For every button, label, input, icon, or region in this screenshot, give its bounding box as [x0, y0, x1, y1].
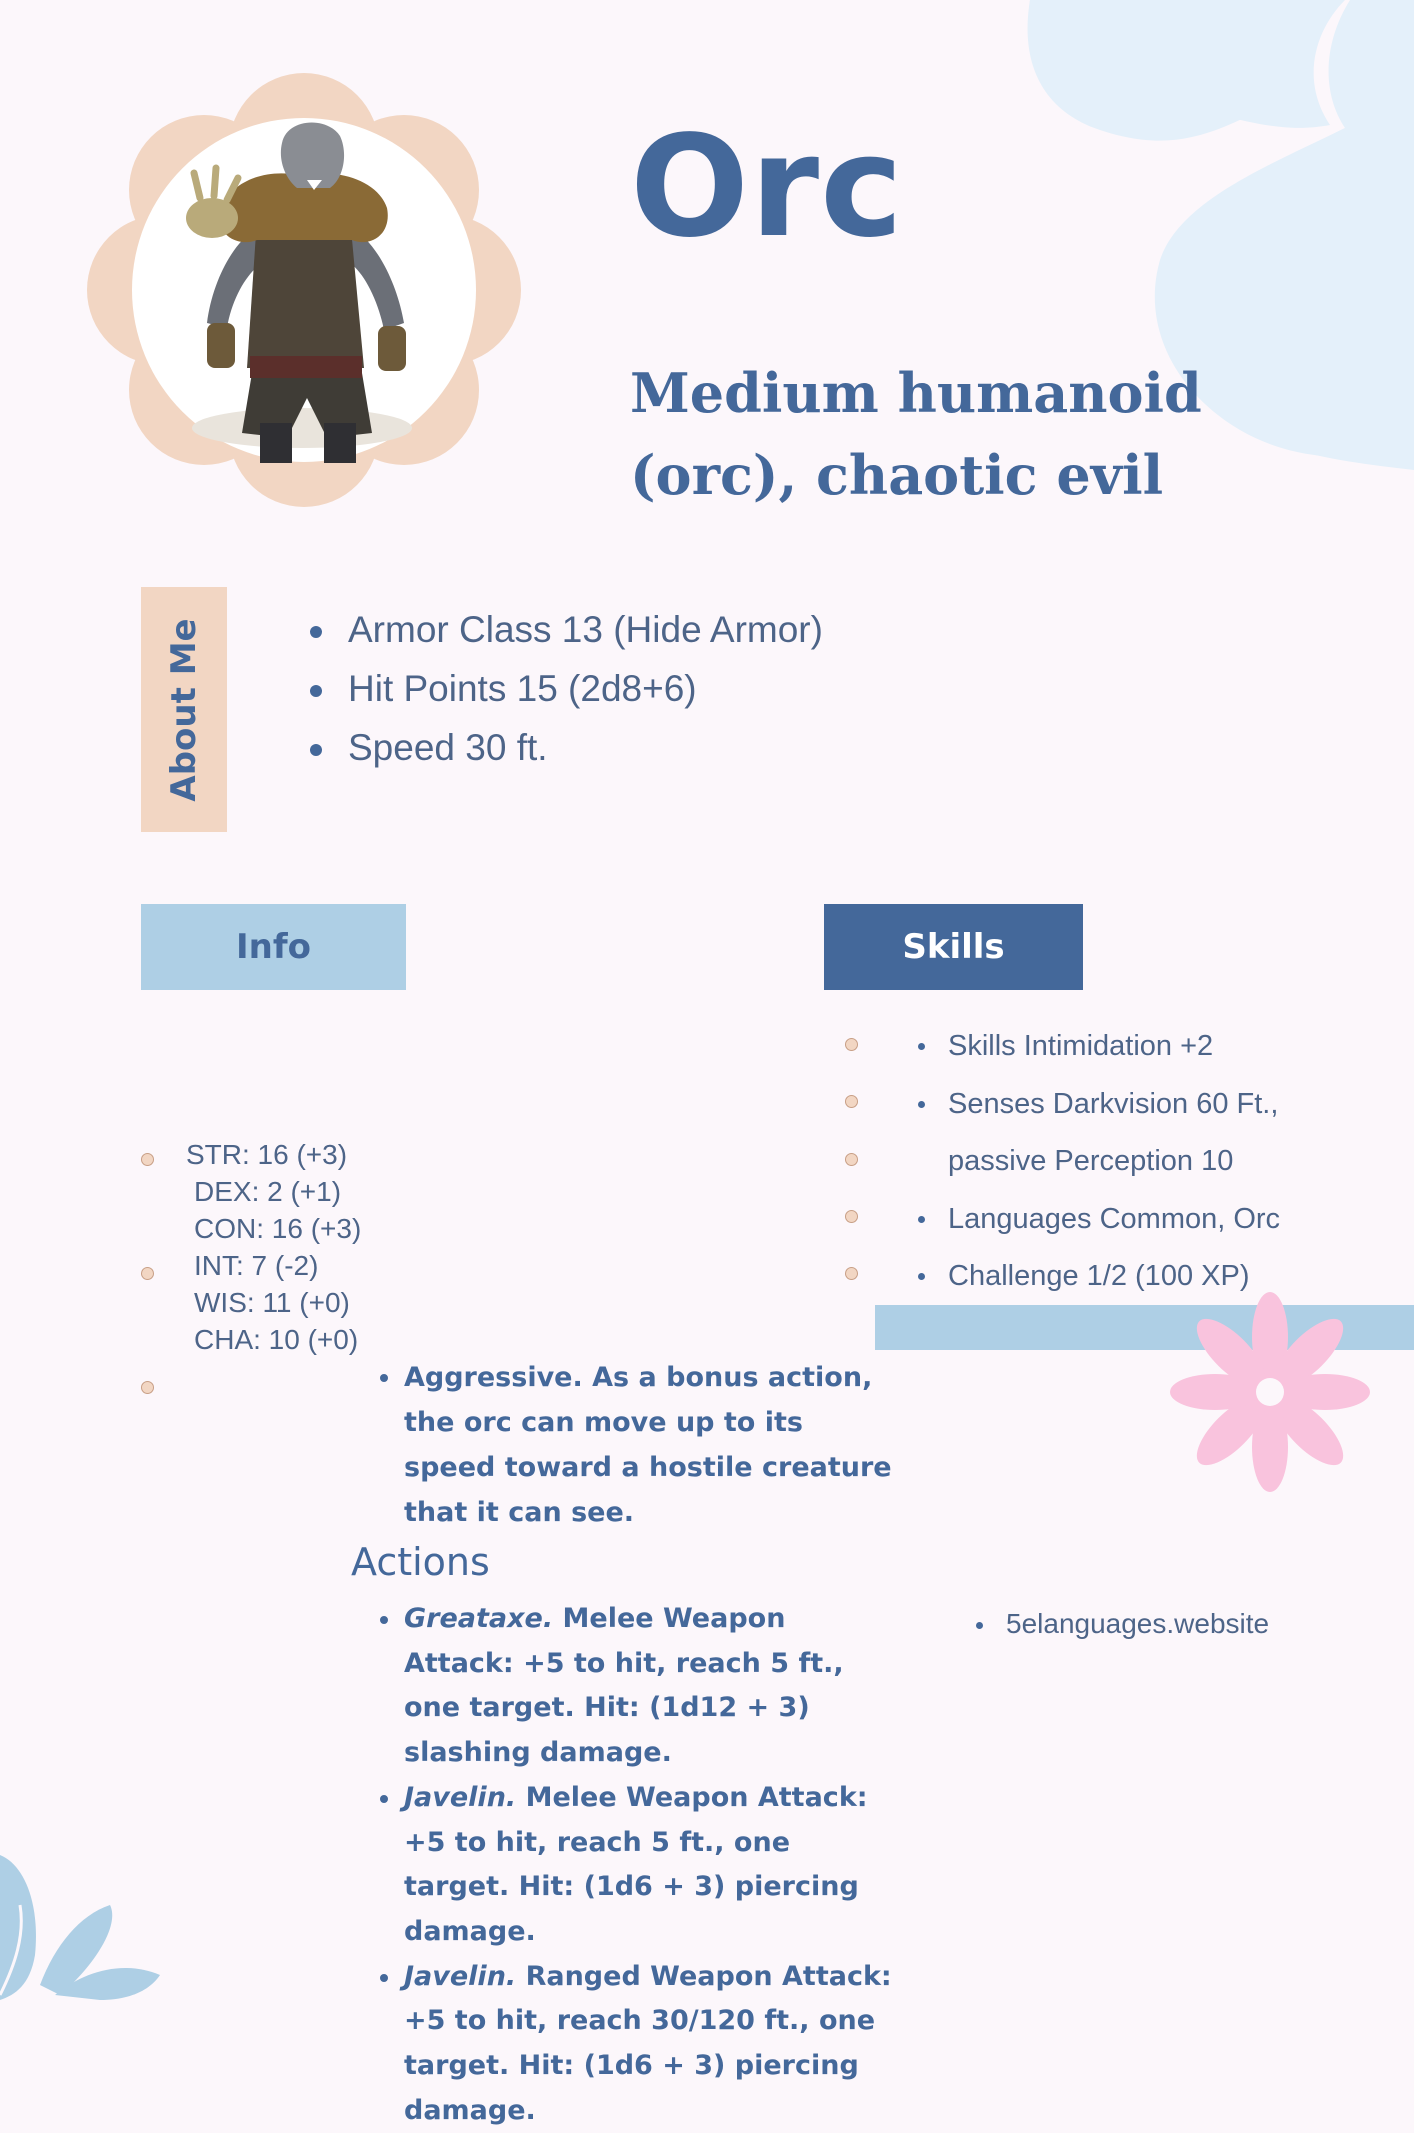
info-header	[141, 904, 406, 990]
action-text: Ranged Weapon Attack: +5 to hit, reach 30/120 ft., one target. Hit: (1d6 + 3) piercing damage.	[404, 1960, 892, 2126]
skills-header-label: Skills	[902, 927, 1005, 967]
about-me-label: About Me	[164, 617, 204, 802]
list-item: Aggressive. As a bonus action, the orc can move up to its speed toward a hostile creature that it can see.	[376, 1355, 896, 1535]
list-item: Speed 30 ft.	[300, 723, 823, 782]
about-list	[300, 605, 823, 782]
list-item: Languages Common, Orc	[912, 1195, 1280, 1253]
bullet-dot-icon	[141, 1381, 154, 1394]
stat-cha: CHA: 10 (+0)	[194, 1324, 359, 1355]
skills-list	[912, 1022, 1280, 1310]
stat-int: INT: 7 (-2)	[194, 1250, 319, 1281]
actions-list	[376, 1597, 896, 2133]
blue-leaf-icon	[0, 1845, 175, 2000]
action-name: Javelin.	[404, 1781, 517, 1813]
bullet-dot-icon	[845, 1153, 858, 1166]
bullet-dot-icon	[845, 1095, 858, 1108]
bullet-dot-icon	[845, 1038, 858, 1051]
action-item	[376, 1955, 896, 2133]
stat-wis: WIS: 11 (+0)	[194, 1287, 350, 1318]
bullet-dot-icon	[141, 1153, 154, 1166]
bullet-dot-icon	[141, 1267, 154, 1280]
stat-str: STR: 16 (+3)	[186, 1139, 348, 1170]
action-item	[376, 1597, 896, 1776]
orc-portrait	[82, 68, 526, 512]
action-text: Melee Weapon Attack: +5 to hit, reach 5 ft., one target. Hit: (1d6 + 3) piercing damage.	[404, 1781, 868, 1947]
page-title: Orc	[630, 106, 905, 269]
list-item: Skills Intimidation +2	[912, 1022, 1280, 1080]
bullet-dot-icon	[845, 1267, 858, 1280]
actions-title: Actions	[351, 1540, 490, 1584]
action-item	[376, 1776, 896, 1955]
creature-type: Medium humanoid (orc), chaotic evil	[630, 361, 1202, 507]
ability-scores	[186, 1136, 361, 1358]
info-header-label: Info	[235, 927, 311, 967]
stat-dex: DEX: 2 (+1)	[194, 1176, 342, 1207]
skills-header	[824, 904, 1083, 990]
action-name: Javelin.	[404, 1960, 517, 1992]
list-item: Senses Darkvision 60 Ft.,	[912, 1080, 1280, 1138]
pink-flower-icon	[1170, 1292, 1370, 1492]
about-me-tab	[141, 587, 227, 832]
stat-con: CON: 16 (+3)	[194, 1213, 362, 1244]
action-text: Melee Weapon Attack: +5 to hit, reach 5 ft., one target. Hit: (1d12 + 3) slashing damage.	[404, 1603, 844, 1769]
website-link[interactable]: 5elanguages.website	[972, 1608, 1269, 1640]
website-list	[972, 1608, 1269, 1640]
list-item: Challenge 1/2 (100 XP)	[912, 1252, 1280, 1310]
traits-list	[376, 1355, 896, 1535]
list-item: Hit Points 15 (2d8+6)	[300, 664, 823, 723]
list-item: passive Perception 10	[948, 1145, 1234, 1177]
list-item: Armor Class 13 (Hide Armor)	[300, 605, 823, 664]
bullet-dot-icon	[845, 1210, 858, 1223]
action-name: Greataxe.	[404, 1603, 554, 1634]
